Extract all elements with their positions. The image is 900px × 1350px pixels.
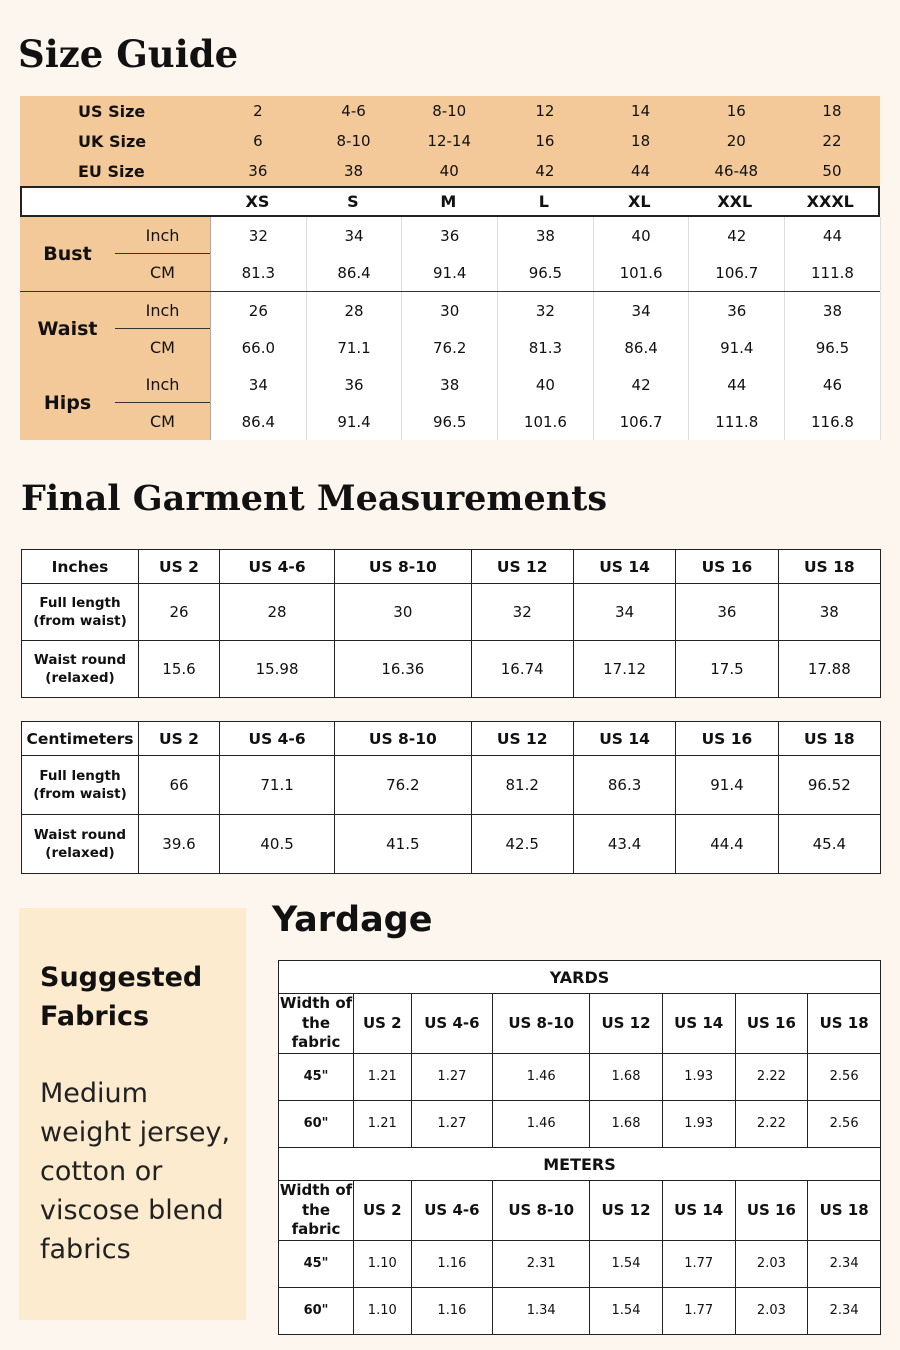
cell: 2.03 bbox=[735, 1240, 808, 1287]
yards-table bbox=[278, 960, 881, 1148]
cell: 18 bbox=[822, 102, 842, 120]
cell: S bbox=[347, 192, 359, 211]
cell: 1.68 bbox=[590, 1053, 663, 1100]
cell: 44 bbox=[689, 366, 785, 403]
cell: 34 bbox=[211, 366, 307, 403]
table-header-row bbox=[279, 1181, 881, 1241]
cell: 2.56 bbox=[808, 1053, 881, 1100]
corner-label: Inches bbox=[22, 550, 139, 584]
cell: 40.5 bbox=[220, 815, 335, 874]
column-header: US 16 bbox=[676, 722, 778, 756]
cell: 1.16 bbox=[411, 1240, 493, 1287]
cell: 96.5 bbox=[785, 329, 881, 366]
cell: 81.2 bbox=[471, 756, 573, 815]
corner-label: Centimeters bbox=[22, 722, 139, 756]
cell: 1.93 bbox=[662, 1100, 735, 1147]
table-row bbox=[279, 1053, 881, 1100]
cell: 43.4 bbox=[573, 815, 675, 874]
cell: XL bbox=[628, 192, 651, 211]
cell: 91.4 bbox=[689, 329, 785, 366]
cell: 36 bbox=[402, 217, 498, 254]
cell: 91.4 bbox=[676, 756, 778, 815]
measure-name: Bust bbox=[43, 243, 92, 265]
cell: 18 bbox=[631, 132, 651, 150]
cell: 40 bbox=[594, 217, 690, 254]
cell: 36 bbox=[248, 162, 268, 180]
cell: 1.34 bbox=[493, 1287, 590, 1334]
cell: 30 bbox=[335, 584, 471, 641]
row-label: 60" bbox=[279, 1100, 354, 1147]
cell: 66.0 bbox=[211, 329, 307, 366]
cell: 12-14 bbox=[427, 132, 472, 150]
cell: 101.6 bbox=[594, 254, 690, 291]
fabrics-description: Medium weight jersey, cotton or viscose blend fabrics bbox=[40, 1078, 231, 1265]
cell: 2.56 bbox=[808, 1100, 881, 1147]
cell: 2.34 bbox=[808, 1240, 881, 1287]
cell: 16 bbox=[535, 132, 555, 150]
bust-row bbox=[20, 217, 880, 291]
row-label: 45" bbox=[279, 1053, 354, 1100]
cell: 96.5 bbox=[498, 254, 594, 291]
cell: 1.93 bbox=[662, 1053, 735, 1100]
row-label: 60" bbox=[279, 1287, 354, 1334]
hips-row bbox=[20, 366, 880, 440]
column-header: US 14 bbox=[662, 1181, 735, 1241]
cell: 1.46 bbox=[493, 1100, 590, 1147]
cell: 41.5 bbox=[335, 815, 471, 874]
cell: 86.4 bbox=[307, 254, 403, 291]
column-header: US 12 bbox=[590, 994, 663, 1054]
cell: 40 bbox=[498, 366, 594, 403]
column-header: US 2 bbox=[139, 722, 220, 756]
cell: 36 bbox=[676, 584, 778, 641]
cell: L bbox=[538, 192, 549, 211]
cell: 34 bbox=[573, 584, 675, 641]
cell: 44 bbox=[631, 162, 651, 180]
cell: 40 bbox=[439, 162, 459, 180]
cell: 86.4 bbox=[594, 329, 690, 366]
row-label: US Size bbox=[78, 101, 146, 121]
fabrics-title: Suggested Fabrics bbox=[40, 962, 203, 1032]
unit-label: CM bbox=[150, 263, 175, 282]
cell: 46-48 bbox=[714, 162, 759, 180]
cell: 81.3 bbox=[211, 254, 307, 291]
cell: 44 bbox=[785, 217, 881, 254]
cell: 2 bbox=[253, 102, 263, 120]
cell: 50 bbox=[822, 162, 842, 180]
column-header: US 4-6 bbox=[411, 1181, 493, 1241]
cell: 1.77 bbox=[662, 1240, 735, 1287]
cell: 6 bbox=[253, 132, 263, 150]
cell: 34 bbox=[307, 217, 403, 254]
unit-label: Inch bbox=[115, 366, 210, 403]
column-header: US 4-6 bbox=[220, 550, 335, 584]
cell: 1.68 bbox=[590, 1100, 663, 1147]
column-header: US 14 bbox=[573, 722, 675, 756]
cell: 32 bbox=[498, 292, 594, 329]
cell: 2.22 bbox=[735, 1100, 808, 1147]
row-label: Waist round (relaxed) bbox=[22, 815, 139, 874]
corner-label: Width of the fabric bbox=[279, 994, 353, 1051]
column-header: US 8-10 bbox=[335, 722, 471, 756]
cell: 16.36 bbox=[335, 641, 471, 698]
cell: 46 bbox=[785, 366, 881, 403]
cell: 86.3 bbox=[573, 756, 675, 815]
final-measurements-title: Final Garment Measurements bbox=[21, 478, 608, 519]
us-size-row bbox=[20, 96, 880, 126]
column-header: US 14 bbox=[573, 550, 675, 584]
column-header: US 14 bbox=[662, 994, 735, 1054]
cell: XS bbox=[245, 192, 270, 211]
cell: 15.6 bbox=[139, 641, 220, 698]
cell: M bbox=[440, 192, 457, 211]
unit-label: Inch bbox=[115, 292, 210, 329]
cell: 76.2 bbox=[335, 756, 471, 815]
cell: 1.54 bbox=[590, 1240, 663, 1287]
cell: 2.34 bbox=[808, 1287, 881, 1334]
column-header: US 4-6 bbox=[411, 994, 493, 1054]
table-header-row bbox=[22, 722, 881, 756]
cell: 76.2 bbox=[402, 329, 498, 366]
row-label: Full length (from waist) bbox=[22, 756, 139, 815]
column-header: US 4-6 bbox=[220, 722, 335, 756]
cell: 111.8 bbox=[689, 403, 785, 440]
cell: 38 bbox=[343, 162, 364, 180]
row-label: Full length (from waist) bbox=[22, 584, 139, 641]
cell: 42 bbox=[594, 366, 690, 403]
cell: 26 bbox=[211, 292, 307, 329]
table-header-row bbox=[279, 994, 881, 1054]
cell: 8-10 bbox=[432, 102, 467, 120]
column-header: US 18 bbox=[808, 1181, 881, 1241]
column-header: US 12 bbox=[471, 722, 573, 756]
measure-name: Waist bbox=[37, 318, 98, 340]
cell: 1.10 bbox=[354, 1240, 412, 1287]
column-header: US 16 bbox=[735, 1181, 808, 1241]
cell: 38 bbox=[778, 584, 880, 641]
column-header: US 18 bbox=[778, 722, 880, 756]
cell: 96.5 bbox=[402, 403, 498, 440]
row-label: EU Size bbox=[78, 161, 145, 181]
unit-label: CM bbox=[150, 338, 175, 357]
cell: 91.4 bbox=[402, 254, 498, 291]
final-cm-table bbox=[21, 721, 881, 874]
cell: 42 bbox=[535, 162, 555, 180]
cell: 16.74 bbox=[471, 641, 573, 698]
cell: 42 bbox=[689, 217, 785, 254]
cell: 28 bbox=[220, 584, 335, 641]
table-row bbox=[22, 756, 881, 815]
suggested-fabrics-box bbox=[19, 908, 246, 1320]
size-guide-table bbox=[20, 96, 880, 431]
cell: 101.6 bbox=[498, 403, 594, 440]
cell: 22 bbox=[822, 132, 842, 150]
column-header: US 16 bbox=[676, 550, 778, 584]
table-row bbox=[279, 1100, 881, 1147]
column-header: US 2 bbox=[354, 1181, 412, 1241]
column-header: US 2 bbox=[354, 994, 412, 1054]
cell: 8-10 bbox=[336, 132, 371, 150]
cell: 86.4 bbox=[211, 403, 307, 440]
cell: 1.10 bbox=[354, 1287, 412, 1334]
cell: 91.4 bbox=[307, 403, 403, 440]
column-header: US 8-10 bbox=[335, 550, 471, 584]
unit-label: Inch bbox=[115, 217, 210, 254]
cell: 17.5 bbox=[676, 641, 778, 698]
cell: 14 bbox=[631, 102, 651, 120]
size-guide-title: Size Guide bbox=[18, 32, 239, 76]
cell: 38 bbox=[785, 292, 881, 329]
row-label: Waist round (relaxed) bbox=[22, 641, 139, 698]
cell: 1.46 bbox=[493, 1053, 590, 1100]
column-header: US 12 bbox=[590, 1181, 663, 1241]
uk-size-row bbox=[20, 126, 880, 156]
row-label: UK Size bbox=[78, 131, 147, 151]
cell: 15.98 bbox=[220, 641, 335, 698]
column-header: US 16 bbox=[735, 994, 808, 1054]
cell: 2.22 bbox=[735, 1053, 808, 1100]
cell: 39.6 bbox=[139, 815, 220, 874]
cell: 1.21 bbox=[354, 1100, 412, 1147]
cell: 30 bbox=[402, 292, 498, 329]
letter-size-row bbox=[20, 186, 880, 217]
cell: 36 bbox=[689, 292, 785, 329]
column-header: US 18 bbox=[778, 550, 880, 584]
table-row bbox=[22, 584, 881, 641]
cell: 17.12 bbox=[573, 641, 675, 698]
cell: 66 bbox=[139, 756, 220, 815]
column-header: US 8-10 bbox=[493, 994, 590, 1054]
final-inches-table bbox=[21, 549, 881, 698]
row-label: 45" bbox=[279, 1240, 354, 1287]
cell: 12 bbox=[535, 102, 555, 120]
table-caption: METERS bbox=[279, 1148, 881, 1181]
cell: 111.8 bbox=[785, 254, 881, 291]
column-header: US 2 bbox=[139, 550, 220, 584]
cell: 32 bbox=[471, 584, 573, 641]
cell: 2.03 bbox=[735, 1287, 808, 1334]
table-caption: YARDS bbox=[279, 961, 881, 994]
cell: 106.7 bbox=[689, 254, 785, 291]
cell: 34 bbox=[594, 292, 690, 329]
cell: 38 bbox=[402, 366, 498, 403]
cell: XXL bbox=[717, 192, 753, 211]
cell: 16 bbox=[726, 102, 746, 120]
table-row bbox=[22, 815, 881, 874]
cell: 45.4 bbox=[778, 815, 880, 874]
column-header: US 8-10 bbox=[493, 1181, 590, 1241]
cell: 1.16 bbox=[411, 1287, 493, 1334]
cell: 38 bbox=[498, 217, 594, 254]
cell: 32 bbox=[211, 217, 307, 254]
cell: 4-6 bbox=[341, 102, 366, 120]
yardage-title: Yardage bbox=[272, 900, 433, 940]
cell: 1.21 bbox=[354, 1053, 412, 1100]
cell: 106.7 bbox=[594, 403, 690, 440]
column-header: US 12 bbox=[471, 550, 573, 584]
column-header: US 18 bbox=[808, 994, 881, 1054]
unit-label: CM bbox=[150, 412, 175, 431]
corner-label: Width of the fabric bbox=[279, 1181, 353, 1238]
table-header-row bbox=[22, 550, 881, 584]
cell: 96.52 bbox=[778, 756, 880, 815]
cell: 2.31 bbox=[493, 1240, 590, 1287]
table-row bbox=[22, 641, 881, 698]
cell: 116.8 bbox=[785, 403, 881, 440]
eu-size-row bbox=[20, 156, 880, 186]
cell: 26 bbox=[139, 584, 220, 641]
cell: 28 bbox=[307, 292, 403, 329]
size-band bbox=[20, 96, 880, 186]
meters-table bbox=[278, 1147, 881, 1335]
cell: 17.88 bbox=[778, 641, 880, 698]
cell: 20 bbox=[726, 132, 746, 150]
cell: 42.5 bbox=[471, 815, 573, 874]
cell: 36 bbox=[307, 366, 403, 403]
measure-name: Hips bbox=[43, 392, 92, 414]
cell: 81.3 bbox=[498, 329, 594, 366]
table-row bbox=[279, 1240, 881, 1287]
cell: 71.1 bbox=[307, 329, 403, 366]
waist-row bbox=[20, 292, 880, 366]
cell: 44.4 bbox=[676, 815, 778, 874]
cell: 1.77 bbox=[662, 1287, 735, 1334]
table-row bbox=[279, 1287, 881, 1334]
cell: 71.1 bbox=[220, 756, 335, 815]
cell: XXXL bbox=[806, 192, 854, 211]
cell: 1.54 bbox=[590, 1287, 663, 1334]
cell: 1.27 bbox=[411, 1053, 493, 1100]
cell: 1.27 bbox=[411, 1100, 493, 1147]
